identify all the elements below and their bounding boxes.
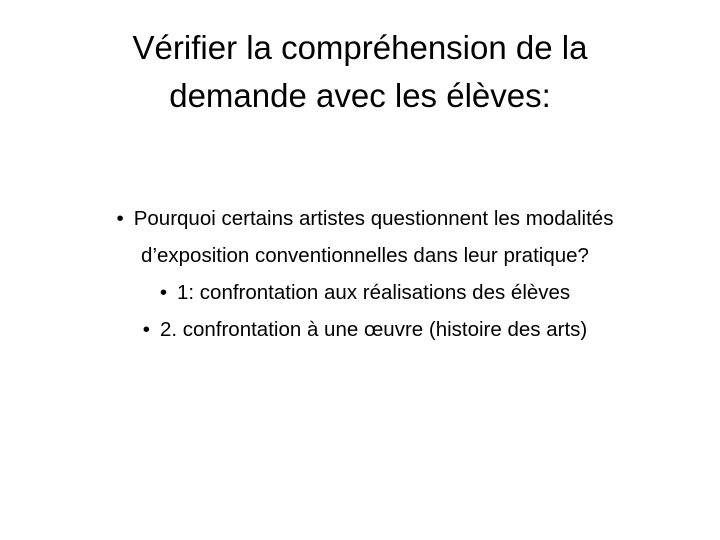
- bullet-item-1-continuation: [40, 237, 690, 274]
- bullet-icon: •: [142, 318, 150, 341]
- bullet-item-2: [40, 274, 690, 311]
- bullet-icon: •: [159, 281, 168, 304]
- bullet-text-1b: d’exposition conventionnelles dans leur pratique?: [141, 244, 589, 267]
- bullet-item-1: [40, 200, 690, 237]
- bullet-item-3: [40, 311, 690, 348]
- bullet-icon: •: [116, 207, 124, 230]
- bullet-text-3: 2. confrontation à une œuvre (histoire des arts): [159, 318, 588, 341]
- slide-title: Vérifier la compréhension de la demande avec les élèves:: [132, 29, 588, 114]
- bullet-text-1a: Pourquoi certains artistes questionnent les modalités: [133, 207, 614, 230]
- slide-body: [40, 200, 690, 348]
- bullet-text-2: 1: confrontation aux réalisations des élèves: [177, 281, 571, 304]
